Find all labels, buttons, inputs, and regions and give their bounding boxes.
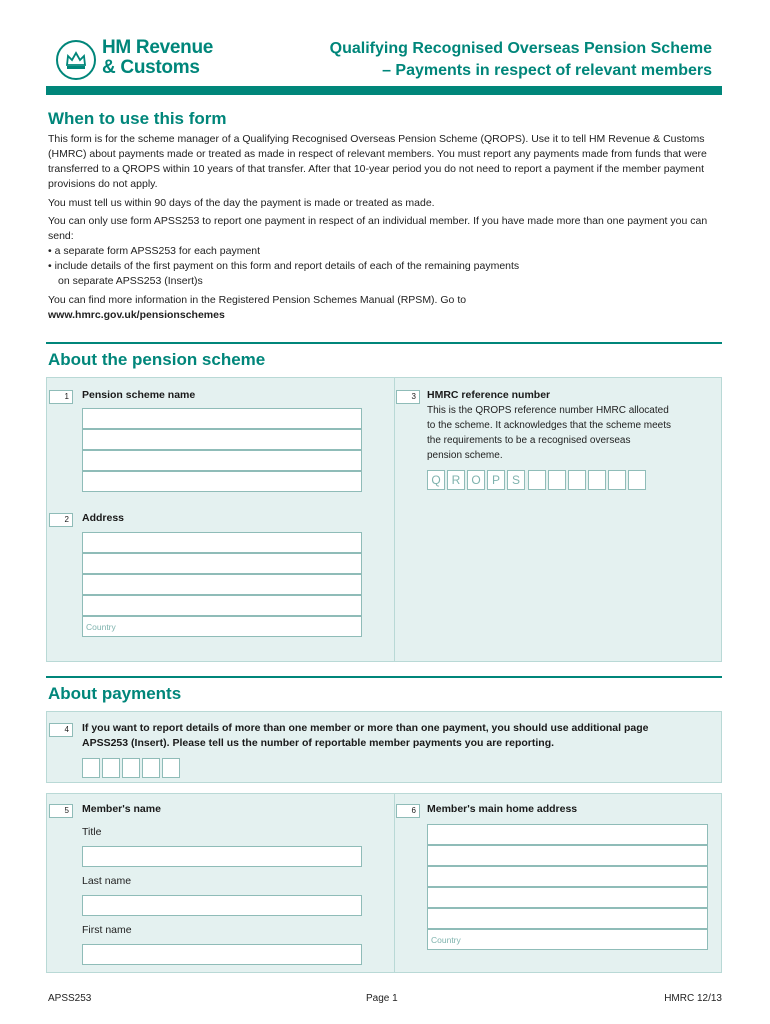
- footer-version: HMRC 12/13: [664, 993, 722, 1004]
- member-title-field[interactable]: [82, 846, 362, 867]
- members-name-label: Member's name: [82, 803, 161, 815]
- hmrc-reference-label: HMRC reference number: [427, 389, 551, 401]
- payments-count-cell[interactable]: [102, 758, 120, 778]
- member-last-name-field[interactable]: [82, 895, 362, 916]
- intro-paragraph-3: You can only use form APSS253 to report one payment in respect of an individual member. If you have made more than one payment you can send:: [48, 215, 708, 242]
- pension-scheme-name-line-1[interactable]: [82, 408, 362, 429]
- ref-digit-cell[interactable]: [588, 470, 606, 490]
- ref-digit-cell[interactable]: [628, 470, 646, 490]
- intro-bullet-2: [48, 259, 708, 274]
- intro-bullet-2-text: include details of the first payment on this form and report details of each of the remaining payments: [54, 260, 520, 272]
- last-name-label: Last name: [82, 875, 132, 887]
- question-number-2: 2: [49, 513, 73, 527]
- first-name-label: First name: [82, 924, 132, 936]
- logo-text: [102, 38, 213, 78]
- scheme-panel: [46, 377, 722, 662]
- payments-count-cell[interactable]: [122, 758, 140, 778]
- member-address-label: Member's main home address: [427, 803, 578, 815]
- hmrc-reference-note-4: pension scheme.: [427, 450, 503, 461]
- scheme-address-line-4[interactable]: [82, 595, 362, 616]
- section-heading-when: When to use this form: [48, 109, 227, 128]
- member-address-line-1[interactable]: [427, 824, 708, 845]
- rpsm-link[interactable]: www.hmrc.gov.uk/pensionschemes: [48, 308, 225, 321]
- member-panel: [46, 793, 722, 973]
- pension-scheme-name-line-4[interactable]: [82, 471, 362, 492]
- scheme-address-country-field[interactable]: [82, 616, 362, 637]
- form-title-line-2: – Payments in respect of relevant members: [382, 62, 712, 79]
- hmrc-logo: [56, 37, 236, 84]
- ref-digit-cell[interactable]: [548, 470, 566, 490]
- member-address-line-5[interactable]: [427, 908, 708, 929]
- question-number-1: 1: [49, 390, 73, 404]
- ref-digit-cell[interactable]: [608, 470, 626, 490]
- intro-text: [48, 132, 708, 323]
- section-heading-payments: About payments: [48, 684, 182, 703]
- member-address-line-2[interactable]: [427, 845, 708, 866]
- payments-count-cell[interactable]: [162, 758, 180, 778]
- member-address-line-3[interactable]: [427, 866, 708, 887]
- footer-form-code: APSS253: [48, 993, 92, 1004]
- ref-digit-cell[interactable]: [568, 470, 586, 490]
- title-label: Title: [82, 826, 102, 838]
- scheme-address-line-3[interactable]: [82, 574, 362, 595]
- panel-divider: [394, 378, 395, 661]
- address-label: Address: [82, 512, 125, 524]
- question-number-6: 6: [396, 804, 420, 818]
- payments-count-label-1: If you want to report details of more than one member or more than one payment, you should use additional page: [82, 722, 649, 734]
- section-rule-payments: [46, 676, 722, 678]
- ref-prefix-cell: P: [487, 470, 505, 490]
- payments-count-cell[interactable]: [142, 758, 160, 778]
- scheme-address-line-2[interactable]: [82, 553, 362, 574]
- payments-count-label-2: APSS253 (Insert). Please tell us the number of reportable member payments you are reporting.: [82, 737, 555, 749]
- intro-paragraph-4: You can find more information in the Registered Pension Schemes Manual (RPSM). Go to: [48, 293, 467, 306]
- intro-bullet-1-text: a separate form APSS253 for each payment: [54, 245, 261, 257]
- country-placeholder: Country: [431, 935, 461, 945]
- question-number-5: 5: [49, 804, 73, 818]
- pension-scheme-name-line-3[interactable]: [82, 450, 362, 471]
- form-title: [330, 38, 712, 82]
- section-heading-scheme: About the pension scheme: [48, 350, 266, 369]
- ref-prefix-cell: O: [467, 470, 485, 490]
- hmrc-reference-note-1: This is the QROPS reference number HMRC allocated: [427, 405, 669, 416]
- hmrc-reference-note-3: the requirements to be a recognised overseas: [427, 435, 631, 446]
- ref-prefix-cell: Q: [427, 470, 445, 490]
- intro-paragraph-1: This form is for the scheme manager of a Qualifying Recognised Overseas Pension Scheme (QROPS). Use it to tell HM Revenue & Customs (HMRC) about payments made or treated as made in respect of relevant members. You must report any payments made from funds that were transferred to a QROPS within 10 years of that transfer. After that 10-year period you do not need to report a payment if the member payment provisions do not apply.: [48, 133, 707, 190]
- pension-scheme-name-label: Pension scheme name: [82, 389, 196, 401]
- scheme-address-line-1[interactable]: [82, 532, 362, 553]
- logo-line-1: HM Revenue: [102, 37, 214, 58]
- member-first-name-field[interactable]: [82, 944, 362, 965]
- form-title-line-1: Qualifying Recognised Overseas Pension Scheme: [329, 40, 712, 57]
- member-address-country-field[interactable]: [427, 929, 708, 950]
- intro-bullet-2-cont: on separate APSS253 (Insert)s: [58, 275, 203, 287]
- intro-paragraph-2: You must tell us within 90 days of the day the payment is made or treated as made.: [48, 196, 435, 209]
- section-rule-scheme: [46, 342, 722, 344]
- footer-page-number: Page 1: [366, 993, 398, 1004]
- pension-scheme-name-line-2[interactable]: [82, 429, 362, 450]
- question-number-4: 4: [49, 723, 73, 737]
- ref-prefix-cell: S: [507, 470, 525, 490]
- logo-line-2: & Customs: [102, 57, 200, 78]
- intro-bullet-1: [48, 244, 708, 259]
- crown-icon: [56, 40, 96, 80]
- header-bar: [46, 86, 722, 95]
- panel-divider: [394, 794, 395, 972]
- payments-count-panel: [46, 711, 722, 783]
- country-placeholder: Country: [86, 622, 116, 632]
- payments-count-cell[interactable]: [82, 758, 100, 778]
- question-number-3: 3: [396, 390, 420, 404]
- member-address-line-4[interactable]: [427, 887, 708, 908]
- ref-prefix-cell: R: [447, 470, 465, 490]
- ref-digit-cell[interactable]: [528, 470, 546, 490]
- hmrc-reference-note-2: to the scheme. It acknowledges that the scheme meets: [427, 420, 672, 431]
